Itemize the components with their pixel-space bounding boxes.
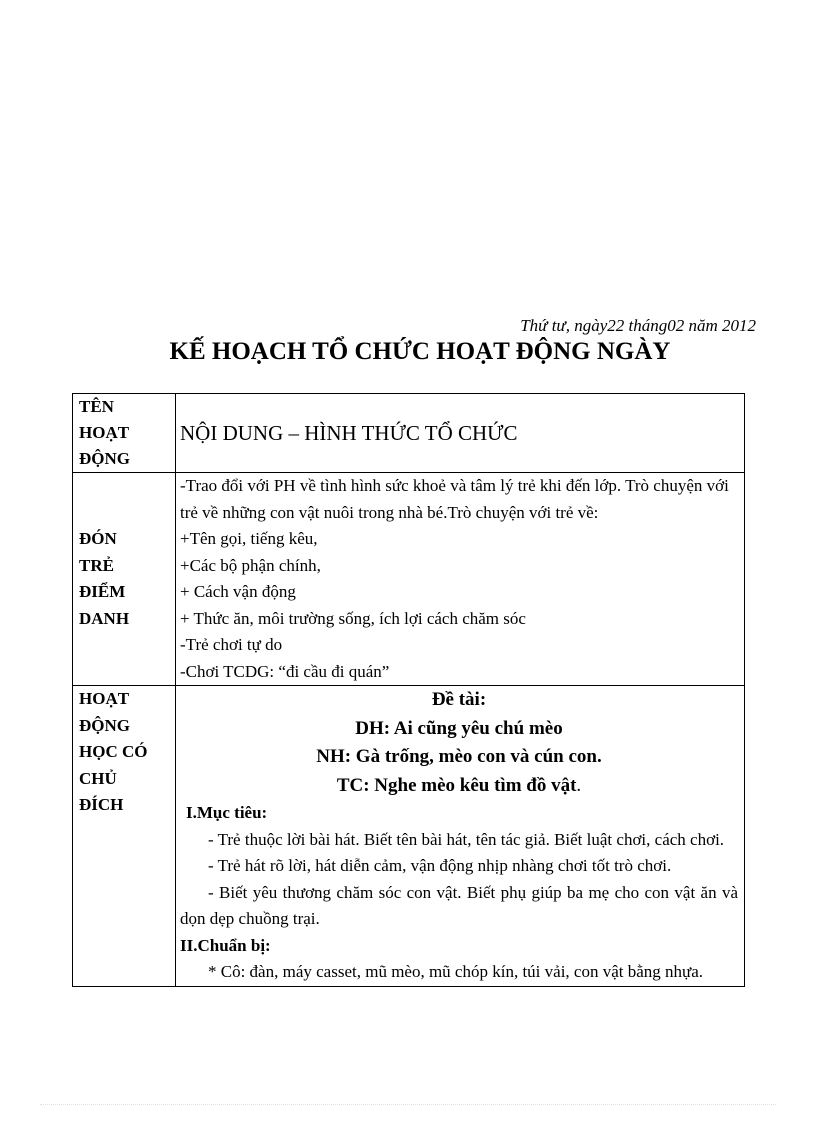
welcome-label-line: ĐIỂM — [79, 582, 126, 601]
prep-heading-text: Chuẩn bị: — [197, 935, 271, 955]
prep-item: * Cô: đàn, máy casset, mũ mèo, mũ chóp kín, túi vải, con vật bằng nhựa. — [208, 962, 704, 981]
activity-plan-table — [72, 393, 745, 987]
lesson-content-cell — [176, 686, 745, 987]
document-title: KẾ HOẠCH TỔ CHỨC HOẠT ĐỘNG NGÀY — [169, 338, 671, 365]
topic-game-text: TC: Nghe mèo kêu tìm đồ vật — [336, 774, 577, 796]
welcome-line: +Tên gọi, tiếng kêu, — [180, 529, 318, 548]
welcome-line: +Các bộ phận chính, — [180, 555, 321, 575]
lesson-label-cell — [73, 686, 176, 987]
page-bottom-divider — [40, 1104, 776, 1105]
topic-game — [180, 772, 738, 801]
objective-item: - Biết yêu thương chăm sóc con vật. Biết phụ giúp ba mẹ cho con vật ăn và dọn dẹp chuồng trại. — [180, 882, 738, 928]
topic-game-period: . — [576, 774, 582, 796]
header-label-line: TÊN — [79, 397, 114, 416]
welcome-label-line: DANH — [79, 608, 130, 628]
lesson-label-line: HỌC CÓ — [79, 742, 148, 761]
welcome-label-line: ĐÓN — [79, 529, 117, 548]
objectives-heading-number: I. — [186, 803, 197, 822]
objective-item: - Trẻ thuộc lời bài hát. Biết tên bài hát, tên tác giả. Biết luật chơi, cách chơi. — [208, 829, 725, 849]
welcome-line: + Thức ăn, môi trường sống, ích lợi cách chăm sóc — [180, 608, 526, 628]
welcome-content-cell — [176, 473, 745, 686]
lesson-label-line: ĐỘNG — [79, 715, 130, 735]
table-header-row — [73, 394, 745, 473]
topic-listening: NH: Gà trống, mèo con và cún con. — [316, 746, 602, 767]
welcome-line: -Chơi TCDG: “đi cầu đi quán” — [180, 661, 390, 681]
header-content-cell: NỘI DUNG – HÌNH THỨC TỔ CHỨC — [176, 394, 745, 473]
header-label-line: ĐỘNG — [79, 449, 130, 468]
prep-heading — [180, 933, 738, 960]
welcome-row — [73, 473, 745, 686]
objectives-heading — [180, 800, 738, 827]
objectives-heading-text: Mục tiêu: — [196, 803, 268, 822]
lesson-label-line: ĐÍCH — [79, 795, 124, 814]
document-date: Thứ tư, ngày22 tháng02 năm 2012 — [520, 316, 756, 335]
header-label-line: HOẠT — [79, 423, 130, 442]
topic-label: Đề tài: — [431, 689, 487, 710]
welcome-line: -Trẻ chơi tự do — [180, 635, 283, 654]
lesson-label-line: CHỦ — [79, 768, 117, 788]
header-label-cell — [73, 394, 176, 473]
lesson-label-line: HOẠT — [79, 689, 130, 708]
welcome-label-cell — [73, 473, 176, 686]
lesson-row — [73, 686, 745, 987]
prep-heading-number: II. — [180, 935, 198, 955]
welcome-line: + Cách vận động — [180, 582, 296, 601]
welcome-label-line: TRẺ — [79, 555, 114, 575]
objective-item: - Trẻ hát rõ lời, hát diễn cảm, vận động nhịp nhàng chơi tốt trò chơi. — [208, 856, 672, 875]
welcome-line: -Trao đổi với PH về tình hình sức khoẻ và tâm lý trẻ khi đến lớp. Trò chuyện với trẻ về những con vật nuôi trong nhà bé.Trò chuyện với trẻ về: — [180, 476, 729, 522]
topic-singing: DH: Ai cũng yêu chú mèo — [355, 717, 563, 739]
